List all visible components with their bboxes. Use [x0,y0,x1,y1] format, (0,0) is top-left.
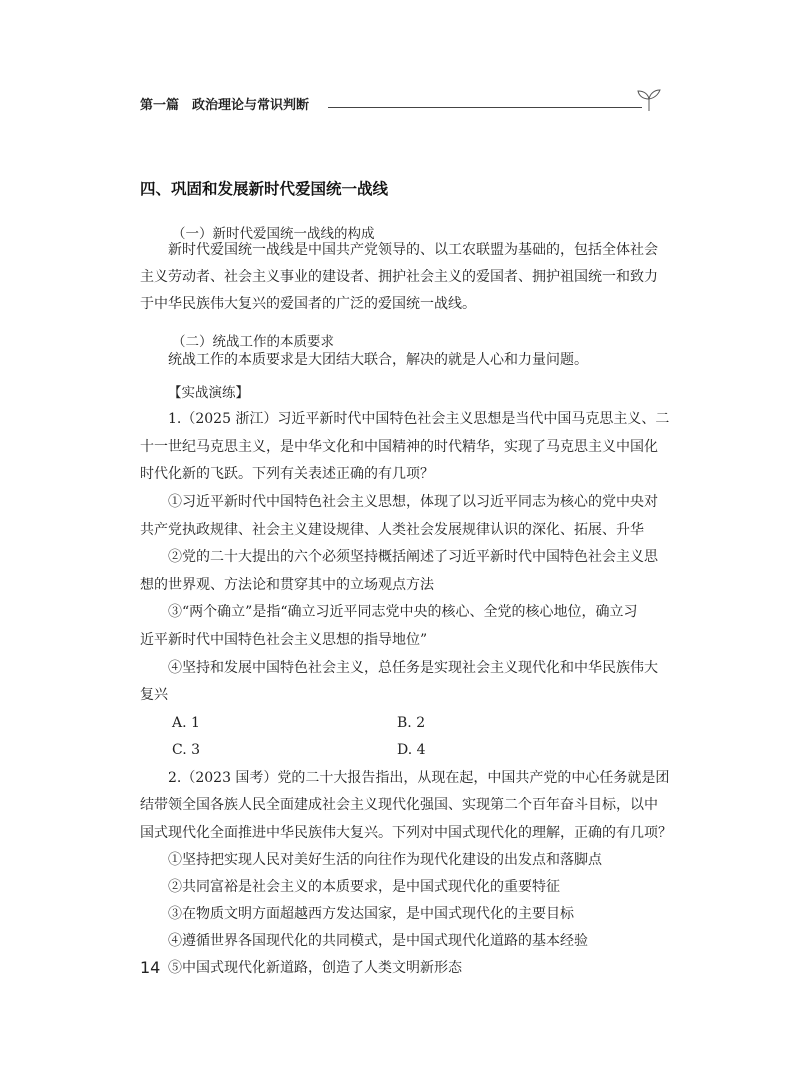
q1-item-2-b: 想的世界观、方法论和贯穿其中的立场观点方法 [140,577,434,593]
q1-option-c[interactable]: C. 3 [172,742,201,758]
q1-item-1-a: ①习近平新时代中国特色社会主义思想，体现了以习近平同志为核心的党中央对 [168,494,658,510]
q1-line-3: 时代化新的飞跃。下列有关表述正确的有几项？ [140,466,434,482]
q1-item-1-b: 共产党执政规律、社会主义建设规律、人类社会发展规律认识的深化、拓展、升华 [140,522,644,538]
q1-item-3-a: ③“两个确立”是指“确立习近平同志党中央的核心、全党的核心地位，确立习 [168,604,638,620]
sprout-icon [636,86,662,112]
q1-item-2-a: ②党的二十大提出的六个必须坚持概括阐述了习近平新时代中国特色社会主义思 [168,549,658,565]
q1-line-1: 1.（2025 浙江）习近平新时代中国特色社会主义思想是当代中国马克思主义、二 [168,411,670,427]
q1-option-a[interactable]: A. 1 [172,715,200,731]
q2-item-5: ⑤中国式现代化新道路，创造了人类文明新形态 [168,960,462,976]
subsection-heading-2: （二）统战工作的本质要求 [172,334,334,350]
q1-option-b[interactable]: B. 2 [397,715,426,731]
q1-option-d[interactable]: D. 4 [397,742,426,758]
q2-line-1: 2.（2023 国考）党的二十大报告指出，从现在起，中国共产党的中心任务就是团 [168,770,670,786]
q1-item-4-a: ④坚持和发展中国特色社会主义，总任务是实现社会主义现代化和中华民族伟大 [168,660,658,676]
q2-item-3: ③在物质文明方面超越西方发达国家，是中国式现代化的主要目标 [168,906,574,922]
page-number: 14 [140,958,161,977]
sub1-line-2: 主义劳动者、社会主义事业的建设者、拥护社会主义的爱国者、拥护祖国统一和致力 [140,269,658,285]
header-rule [328,107,642,108]
sub1-line-3: 于中华民族伟大复兴的爱国者的广泛的爱国统一战线。 [140,296,476,312]
q1-item-4-b: 复兴 [140,687,168,703]
q1-line-2: 十一世纪马克思主义，是中华文化和中国精神的时代精华，实现了马克思主义中国化 [140,439,658,455]
section-title: 四、巩固和发展新时代爱国统一战线 [140,180,389,198]
q2-item-1: ①坚持把实现人民对美好生活的向往作为现代化建设的出发点和落脚点 [168,852,602,868]
subsection-heading-1: （一）新时代爱国统一战线的构成 [172,226,375,242]
q2-line-3: 国式现代化全面推进中华民族伟大复兴。下列对中国式现代化的理解，正确的有几项？ [140,825,672,841]
q2-item-2: ②共同富裕是社会主义的本质要求，是中国式现代化的重要特征 [168,879,560,895]
q2-line-2: 结带领全国各族人民全面建成社会主义现代化强国、实现第二个百年奋斗目标，以中 [140,797,658,813]
sub2-line: 统战工作的本质要求是大团结大联合，解决的就是人心和力量问题。 [168,352,588,368]
q2-item-4: ④遵循世界各国现代化的共同模式，是中国式现代化道路的基本经验 [168,933,588,949]
chapter-title: 第一篇 政治理论与常识判断 [140,98,310,113]
running-header [140,94,660,118]
practice-label: 【实战演练】 [168,385,249,401]
sub1-line-1: 新时代爱国统一战线是中国共产党领导的、以工农联盟为基础的，包括全体社会 [168,242,658,258]
q1-item-3-b: 近平新时代中国特色社会主义思想的指导地位” [140,632,428,648]
